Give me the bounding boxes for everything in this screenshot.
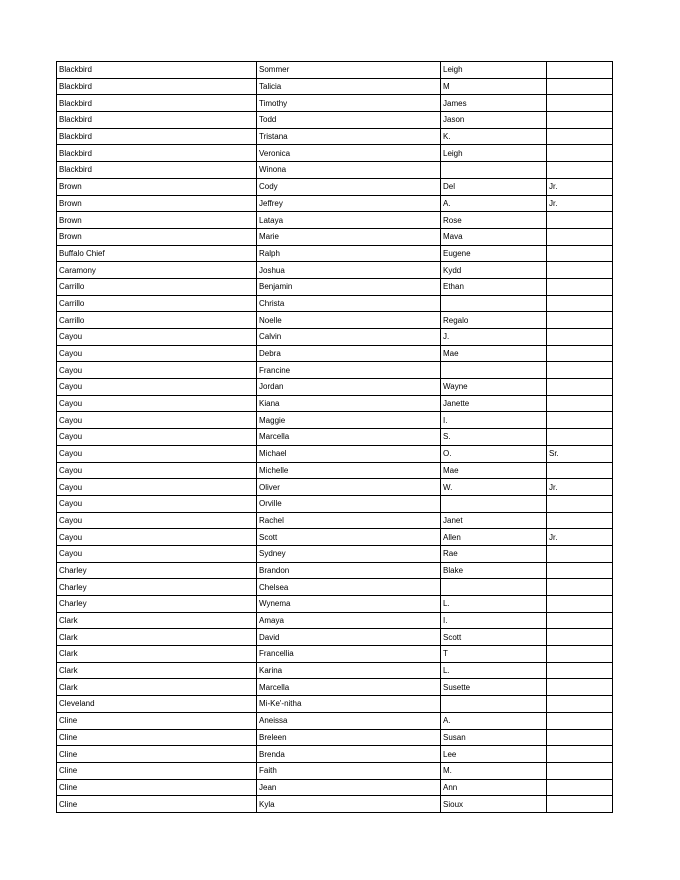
middle-name-cell: L. bbox=[441, 596, 547, 613]
last-name-cell: Cayou bbox=[57, 462, 257, 479]
first-name-cell: Oliver bbox=[257, 479, 441, 496]
first-name-cell: Scott bbox=[257, 529, 441, 546]
last-name-cell: Blackbird bbox=[57, 128, 257, 145]
middle-name-cell bbox=[441, 696, 547, 713]
middle-name-cell: Kydd bbox=[441, 262, 547, 279]
first-name-cell: Noelle bbox=[257, 312, 441, 329]
table-row bbox=[57, 712, 613, 729]
first-name-cell: Amaya bbox=[257, 612, 441, 629]
table-row bbox=[57, 679, 613, 696]
suffix-cell bbox=[547, 429, 613, 446]
first-name-cell: Marcella bbox=[257, 679, 441, 696]
suffix-cell bbox=[547, 662, 613, 679]
suffix-cell: Jr. bbox=[547, 178, 613, 195]
suffix-cell bbox=[547, 629, 613, 646]
middle-name-cell: Ethan bbox=[441, 278, 547, 295]
middle-name-cell: Mae bbox=[441, 462, 547, 479]
middle-name-cell bbox=[441, 495, 547, 512]
last-name-cell: Cayou bbox=[57, 479, 257, 496]
last-name-cell: Cayou bbox=[57, 379, 257, 396]
last-name-cell: Cayou bbox=[57, 362, 257, 379]
table-row bbox=[57, 395, 613, 412]
last-name-cell: Blackbird bbox=[57, 95, 257, 112]
table-row bbox=[57, 746, 613, 763]
middle-name-cell: Leigh bbox=[441, 62, 547, 79]
suffix-cell bbox=[547, 612, 613, 629]
last-name-cell: Carrillo bbox=[57, 312, 257, 329]
suffix-cell bbox=[547, 796, 613, 813]
middle-name-cell: Jason bbox=[441, 112, 547, 129]
last-name-cell: Clark bbox=[57, 629, 257, 646]
first-name-cell: Rachel bbox=[257, 512, 441, 529]
last-name-cell: Blackbird bbox=[57, 112, 257, 129]
first-name-cell: Winona bbox=[257, 162, 441, 179]
table-row bbox=[57, 379, 613, 396]
suffix-cell bbox=[547, 329, 613, 346]
table-row bbox=[57, 646, 613, 663]
middle-name-cell: S. bbox=[441, 429, 547, 446]
suffix-cell bbox=[547, 379, 613, 396]
first-name-cell: Kiana bbox=[257, 395, 441, 412]
suffix-cell bbox=[547, 245, 613, 262]
middle-name-cell: W. bbox=[441, 479, 547, 496]
suffix-cell bbox=[547, 545, 613, 562]
suffix-cell bbox=[547, 145, 613, 162]
suffix-cell bbox=[547, 696, 613, 713]
middle-name-cell bbox=[441, 362, 547, 379]
middle-name-cell: Mae bbox=[441, 345, 547, 362]
suffix-cell bbox=[547, 62, 613, 79]
first-name-cell: Francine bbox=[257, 362, 441, 379]
suffix-cell bbox=[547, 646, 613, 663]
first-name-cell: Orville bbox=[257, 495, 441, 512]
table-row bbox=[57, 195, 613, 212]
table-row bbox=[57, 345, 613, 362]
table-row bbox=[57, 112, 613, 129]
suffix-cell bbox=[547, 679, 613, 696]
table-row bbox=[57, 796, 613, 813]
table-row bbox=[57, 779, 613, 796]
first-name-cell: Jordan bbox=[257, 379, 441, 396]
first-name-cell: Joshua bbox=[257, 262, 441, 279]
table-row bbox=[57, 162, 613, 179]
suffix-cell bbox=[547, 112, 613, 129]
first-name-cell: Todd bbox=[257, 112, 441, 129]
middle-name-cell: Ann bbox=[441, 779, 547, 796]
first-name-cell: Marie bbox=[257, 228, 441, 245]
suffix-cell: Sr. bbox=[547, 445, 613, 462]
suffix-cell bbox=[547, 746, 613, 763]
middle-name-cell bbox=[441, 295, 547, 312]
middle-name-cell: I. bbox=[441, 412, 547, 429]
table-row bbox=[57, 145, 613, 162]
middle-name-cell: K. bbox=[441, 128, 547, 145]
suffix-cell bbox=[547, 712, 613, 729]
last-name-cell: Cayou bbox=[57, 545, 257, 562]
middle-name-cell: Rose bbox=[441, 212, 547, 229]
first-name-cell: Timothy bbox=[257, 95, 441, 112]
first-name-cell: Chelsea bbox=[257, 579, 441, 596]
middle-name-cell: A. bbox=[441, 195, 547, 212]
first-name-cell: Wynema bbox=[257, 596, 441, 613]
last-name-cell: Cayou bbox=[57, 345, 257, 362]
middle-name-cell: Scott bbox=[441, 629, 547, 646]
last-name-cell: Blackbird bbox=[57, 78, 257, 95]
first-name-cell: Francellia bbox=[257, 646, 441, 663]
suffix-cell bbox=[547, 212, 613, 229]
suffix-cell bbox=[547, 596, 613, 613]
middle-name-cell bbox=[441, 579, 547, 596]
suffix-cell bbox=[547, 228, 613, 245]
middle-name-cell: Janette bbox=[441, 395, 547, 412]
suffix-cell bbox=[547, 312, 613, 329]
first-name-cell: Veronica bbox=[257, 145, 441, 162]
middle-name-cell: Allen bbox=[441, 529, 547, 546]
table-row bbox=[57, 445, 613, 462]
table-row bbox=[57, 495, 613, 512]
table-row bbox=[57, 362, 613, 379]
suffix-cell: Jr. bbox=[547, 529, 613, 546]
suffix-cell bbox=[547, 779, 613, 796]
middle-name-cell: L. bbox=[441, 662, 547, 679]
last-name-cell: Cline bbox=[57, 779, 257, 796]
table-row bbox=[57, 295, 613, 312]
suffix-cell bbox=[547, 562, 613, 579]
suffix-cell bbox=[547, 579, 613, 596]
first-name-cell: Tristana bbox=[257, 128, 441, 145]
last-name-cell: Brown bbox=[57, 228, 257, 245]
last-name-cell: Cline bbox=[57, 762, 257, 779]
first-name-cell: Calvin bbox=[257, 329, 441, 346]
first-name-cell: Aneissa bbox=[257, 712, 441, 729]
middle-name-cell: Sioux bbox=[441, 796, 547, 813]
suffix-cell bbox=[547, 162, 613, 179]
table-row bbox=[57, 462, 613, 479]
suffix-cell bbox=[547, 512, 613, 529]
last-name-cell: Cline bbox=[57, 746, 257, 763]
table-row bbox=[57, 562, 613, 579]
first-name-cell: Lataya bbox=[257, 212, 441, 229]
last-name-cell: Cayou bbox=[57, 395, 257, 412]
table-row bbox=[57, 278, 613, 295]
table-row bbox=[57, 479, 613, 496]
last-name-cell: Brown bbox=[57, 212, 257, 229]
last-name-cell: Cayou bbox=[57, 512, 257, 529]
suffix-cell bbox=[547, 412, 613, 429]
middle-name-cell: Leigh bbox=[441, 145, 547, 162]
table-row bbox=[57, 629, 613, 646]
first-name-cell: Faith bbox=[257, 762, 441, 779]
table-row bbox=[57, 128, 613, 145]
last-name-cell: Cline bbox=[57, 796, 257, 813]
middle-name-cell: Wayne bbox=[441, 379, 547, 396]
table-row bbox=[57, 545, 613, 562]
table-row bbox=[57, 529, 613, 546]
table-row bbox=[57, 762, 613, 779]
middle-name-cell: M bbox=[441, 78, 547, 95]
middle-name-cell: M. bbox=[441, 762, 547, 779]
first-name-cell: Benjamin bbox=[257, 278, 441, 295]
table-row bbox=[57, 596, 613, 613]
last-name-cell: Cleveland bbox=[57, 696, 257, 713]
middle-name-cell: Janet bbox=[441, 512, 547, 529]
last-name-cell: Clark bbox=[57, 679, 257, 696]
table-row bbox=[57, 212, 613, 229]
last-name-cell: Brown bbox=[57, 195, 257, 212]
middle-name-cell: Blake bbox=[441, 562, 547, 579]
last-name-cell: Clark bbox=[57, 646, 257, 663]
middle-name-cell: Mava bbox=[441, 228, 547, 245]
first-name-cell: Michael bbox=[257, 445, 441, 462]
suffix-cell bbox=[547, 762, 613, 779]
table-row bbox=[57, 178, 613, 195]
middle-name-cell bbox=[441, 162, 547, 179]
first-name-cell: Jeffrey bbox=[257, 195, 441, 212]
suffix-cell bbox=[547, 362, 613, 379]
middle-name-cell: T bbox=[441, 646, 547, 663]
suffix-cell bbox=[547, 395, 613, 412]
last-name-cell: Charley bbox=[57, 579, 257, 596]
table-row bbox=[57, 696, 613, 713]
table-row bbox=[57, 612, 613, 629]
last-name-cell: Charley bbox=[57, 596, 257, 613]
middle-name-cell: Del bbox=[441, 178, 547, 195]
suffix-cell: Jr. bbox=[547, 195, 613, 212]
suffix-cell bbox=[547, 78, 613, 95]
last-name-cell: Cayou bbox=[57, 495, 257, 512]
middle-name-cell: James bbox=[441, 95, 547, 112]
first-name-cell: Breleen bbox=[257, 729, 441, 746]
table-row bbox=[57, 228, 613, 245]
suffix-cell bbox=[547, 95, 613, 112]
first-name-cell: Michelle bbox=[257, 462, 441, 479]
first-name-cell: Maggie bbox=[257, 412, 441, 429]
first-name-cell: Marcella bbox=[257, 429, 441, 446]
table-row bbox=[57, 78, 613, 95]
first-name-cell: David bbox=[257, 629, 441, 646]
middle-name-cell: Rae bbox=[441, 545, 547, 562]
middle-name-cell: Eugene bbox=[441, 245, 547, 262]
middle-name-cell: J. bbox=[441, 329, 547, 346]
last-name-cell: Blackbird bbox=[57, 62, 257, 79]
last-name-cell: Charley bbox=[57, 562, 257, 579]
suffix-cell: Jr. bbox=[547, 479, 613, 496]
suffix-cell bbox=[547, 262, 613, 279]
suffix-cell bbox=[547, 278, 613, 295]
last-name-cell: Blackbird bbox=[57, 162, 257, 179]
table-row bbox=[57, 429, 613, 446]
first-name-cell: Christa bbox=[257, 295, 441, 312]
roster-body bbox=[57, 62, 613, 813]
name-roster-table bbox=[56, 61, 613, 813]
first-name-cell: Brandon bbox=[257, 562, 441, 579]
suffix-cell bbox=[547, 128, 613, 145]
table-row bbox=[57, 329, 613, 346]
last-name-cell: Cayou bbox=[57, 329, 257, 346]
table-row bbox=[57, 512, 613, 529]
last-name-cell: Cline bbox=[57, 712, 257, 729]
table-row bbox=[57, 662, 613, 679]
first-name-cell: Kyla bbox=[257, 796, 441, 813]
middle-name-cell: Susan bbox=[441, 729, 547, 746]
first-name-cell: Ralph bbox=[257, 245, 441, 262]
last-name-cell: Brown bbox=[57, 178, 257, 195]
table-row bbox=[57, 729, 613, 746]
middle-name-cell: I. bbox=[441, 612, 547, 629]
last-name-cell: Clark bbox=[57, 612, 257, 629]
table-row bbox=[57, 62, 613, 79]
middle-name-cell: O. bbox=[441, 445, 547, 462]
last-name-cell: Carrillo bbox=[57, 278, 257, 295]
suffix-cell bbox=[547, 729, 613, 746]
first-name-cell: Cody bbox=[257, 178, 441, 195]
first-name-cell: Brenda bbox=[257, 746, 441, 763]
last-name-cell: Blackbird bbox=[57, 145, 257, 162]
middle-name-cell: Regalo bbox=[441, 312, 547, 329]
first-name-cell: Karina bbox=[257, 662, 441, 679]
table-row bbox=[57, 262, 613, 279]
last-name-cell: Carrillo bbox=[57, 295, 257, 312]
last-name-cell: Cayou bbox=[57, 429, 257, 446]
first-name-cell: Debra bbox=[257, 345, 441, 362]
last-name-cell: Cayou bbox=[57, 445, 257, 462]
first-name-cell: Sommer bbox=[257, 62, 441, 79]
table-row bbox=[57, 245, 613, 262]
table-row bbox=[57, 579, 613, 596]
suffix-cell bbox=[547, 295, 613, 312]
table-row bbox=[57, 95, 613, 112]
last-name-cell: Cayou bbox=[57, 529, 257, 546]
middle-name-cell: A. bbox=[441, 712, 547, 729]
middle-name-cell: Susette bbox=[441, 679, 547, 696]
suffix-cell bbox=[547, 345, 613, 362]
table-row bbox=[57, 312, 613, 329]
last-name-cell: Cayou bbox=[57, 412, 257, 429]
first-name-cell: Jean bbox=[257, 779, 441, 796]
first-name-cell: Sydney bbox=[257, 545, 441, 562]
last-name-cell: Caramony bbox=[57, 262, 257, 279]
last-name-cell: Clark bbox=[57, 662, 257, 679]
first-name-cell: Mi-Ke'-nitha bbox=[257, 696, 441, 713]
suffix-cell bbox=[547, 495, 613, 512]
table-row bbox=[57, 412, 613, 429]
first-name-cell: Talicia bbox=[257, 78, 441, 95]
last-name-cell: Buffalo Chief bbox=[57, 245, 257, 262]
last-name-cell: Cline bbox=[57, 729, 257, 746]
suffix-cell bbox=[547, 462, 613, 479]
middle-name-cell: Lee bbox=[441, 746, 547, 763]
